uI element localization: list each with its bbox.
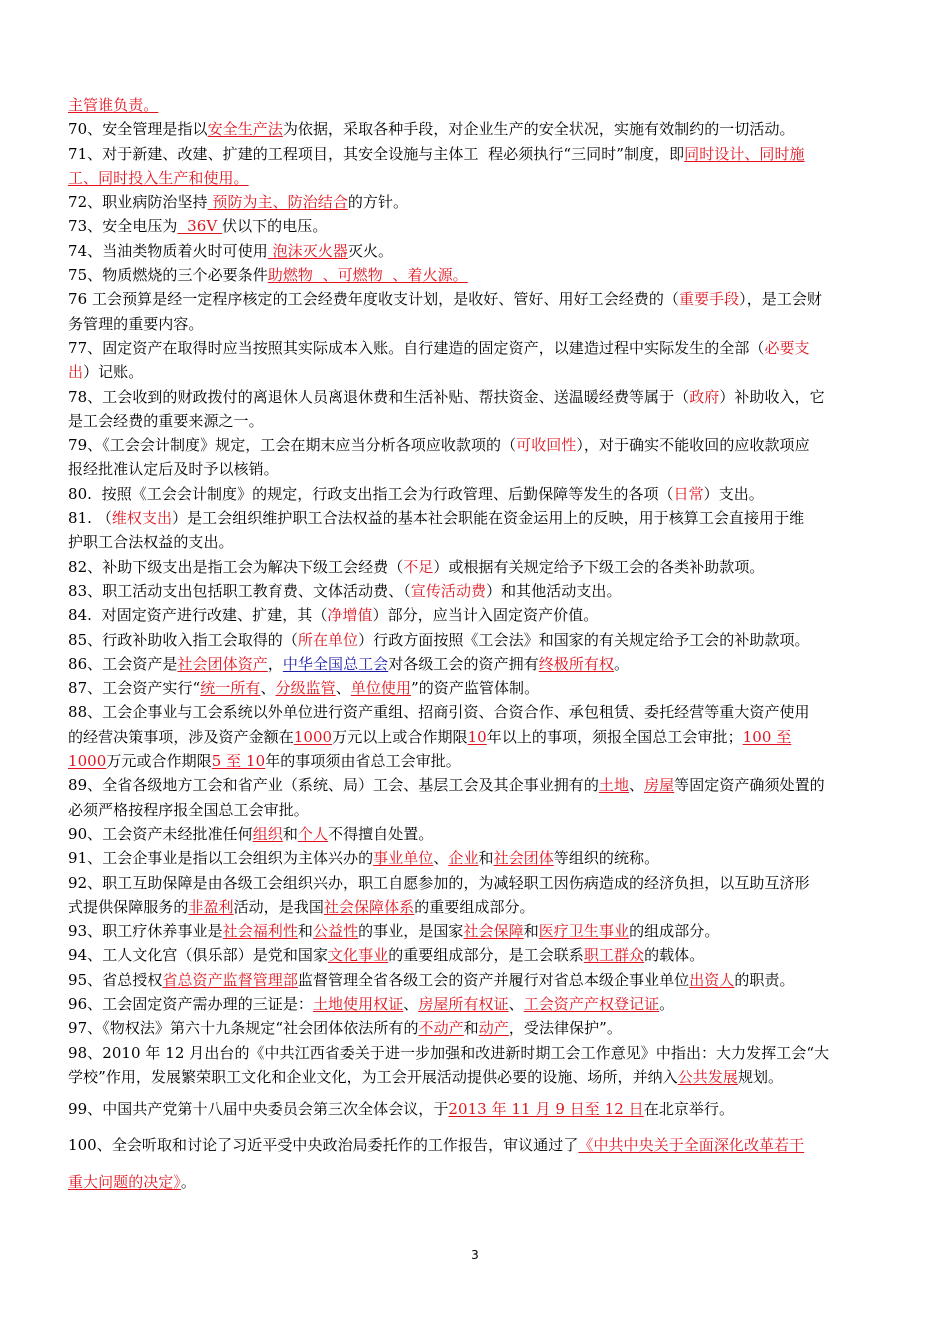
answer-text: 个人: [297, 824, 329, 843]
answer-text: 2013 年 11 月 9 日至 12 日: [448, 1100, 644, 1119]
body-text: 82、补助下级支出是指工会为解决下级工会经费（: [68, 557, 404, 576]
body-text: 灭火。: [347, 241, 394, 260]
body-text: 84. 对固定资产进行改建、扩建，其（: [68, 606, 328, 625]
body-text: 的经营决策事项，涉及资产金额在: [68, 727, 294, 746]
body-text: 对各级工会的资产拥有: [388, 654, 539, 673]
text-line: [68, 117, 880, 141]
answer-text: 出: [68, 363, 84, 382]
body-text: 和: [297, 922, 313, 941]
body-text: 76 工会预算是经一定程序核定的工会经费年度收支计划，是收好、管好、用好工会经费的（: [68, 290, 679, 309]
body-text: 。: [180, 1173, 196, 1192]
body-text: 和: [523, 922, 539, 941]
body-text: 81. （: [68, 509, 112, 528]
body-text: 79、《工会会计制度》规定，工会在期末应当分析各项应收款项的（: [68, 436, 517, 455]
answer-text: 房屋所有权证: [418, 994, 509, 1013]
body-text: 74、当油类物质着火时可使用: [68, 241, 268, 260]
text-line: [68, 457, 880, 481]
text-line: [68, 992, 880, 1016]
body-text: 伏以下的电压。: [222, 217, 328, 236]
body-text: 在北京举行。: [643, 1100, 735, 1119]
text-line: [68, 579, 880, 603]
text-line: [68, 822, 880, 846]
body-text: 报经批准认定后及时予以核销。: [68, 460, 279, 479]
answer-text: 社会保障体系: [323, 897, 415, 916]
page-number: 3: [471, 1248, 479, 1262]
text-line: [68, 93, 880, 117]
answer-text: 安全生产法: [207, 120, 283, 139]
body-text: 95、省总授权: [68, 970, 163, 989]
body-text: ）支出。: [703, 484, 764, 503]
body-text: 为依据，采取各种手段，对企业生产的安全状况，实施有效制约的一切活动。: [282, 120, 795, 139]
text-line: [68, 166, 880, 190]
answer-text: 工、同时投入生产和使用。: [68, 168, 249, 187]
text-line: [68, 555, 880, 579]
text-line: [68, 798, 880, 822]
body-text: 和: [463, 1019, 479, 1038]
body-text: 、: [433, 849, 449, 868]
text-line: [68, 1065, 880, 1089]
body-text: ，: [267, 654, 283, 673]
answer-text: 维权支出: [111, 509, 173, 528]
text-line: [68, 142, 880, 166]
answer-text: 单位使用: [350, 679, 411, 698]
body-text: 98、2010 年 12 月出台的《中共江西省委关于进一步加强和改进新时期工会工作意见》中指出：大力发挥工会“大: [68, 1043, 830, 1062]
answer-text: 工会资产产权登记证: [523, 994, 660, 1013]
body-text: 75、物质燃烧的三个必要条件: [68, 266, 268, 285]
body-text: 万元以上或合作期限: [332, 727, 468, 746]
answer-text: 组织: [252, 824, 283, 843]
answer-text: 省总资产监督管理部: [162, 970, 298, 989]
text-line: [68, 530, 880, 554]
text-line: [68, 968, 880, 992]
answer-text: 重大问题的决定》: [68, 1173, 181, 1192]
body-text: 、: [260, 679, 276, 698]
body-text: 年的事项须由省总工会审批。: [265, 752, 461, 771]
body-text: 式提供保障服务的: [68, 897, 189, 916]
body-text: 73、安全电压为: [68, 217, 178, 236]
body-text: 85、行政补助收入指工会取得的（: [68, 630, 298, 649]
answer-text: 分级监管: [275, 679, 336, 698]
text-line: [68, 749, 880, 773]
answer-text: 公益性: [312, 922, 359, 941]
body-text: ）行政方面按照《工会法》和国家的有关规定给予工会的补助款项。: [358, 630, 810, 649]
body-text: ）和其他活动支出。: [486, 581, 622, 600]
answer-text: 终极所有权: [538, 654, 615, 673]
body-text: 70、安全管理是指以: [68, 120, 208, 139]
body-text: 89、全省各级地方工会和省产业（系统、局）工会、基层工会及其企事业拥有的: [68, 776, 599, 795]
answer-text: 事业单位: [373, 849, 434, 868]
body-text: ）或根据有关规定给予下级工会的各类补助款项。: [433, 557, 765, 576]
text-line: [68, 263, 880, 287]
body-text: ”的资产监管体制。: [411, 679, 540, 698]
document-body: [68, 93, 880, 1201]
text-line: [68, 676, 880, 700]
answer-text: 土地: [598, 776, 629, 795]
answer-text: 中华全国总工会: [282, 654, 389, 673]
body-text: 92、职工互助保障是由各级工会组织兴办，职工自愿参加的，为减轻职工因伤病造成的经济负担，以互助互济形: [68, 873, 810, 892]
text-line: [68, 287, 880, 311]
answer-text: 土地使用权证: [312, 994, 404, 1013]
answer-text: 公共发展: [677, 1067, 738, 1086]
answer-text: 必要支: [764, 338, 810, 357]
body-text: ），是工会财: [739, 290, 822, 309]
answer-text: 动产: [478, 1019, 509, 1038]
body-text: 和: [478, 849, 494, 868]
text-line: [68, 1016, 880, 1040]
answer-text: 社会团体资产: [177, 654, 268, 673]
text-line: [68, 895, 880, 919]
text-line: [68, 312, 880, 336]
answer-text: 不足: [403, 557, 434, 576]
text-line: [68, 700, 880, 724]
text-line: [68, 919, 880, 943]
answer-text: 社会福利性: [222, 922, 298, 941]
body-text: 年以上的事项，须报全国总工会审批；: [486, 727, 743, 746]
answer-text: 统一所有: [200, 679, 261, 698]
text-line: [68, 214, 880, 238]
body-text: ）是工会组织维护职工合法权益的基本社会职能在资金运用上的反映，用于核算工会直接用于维: [172, 509, 805, 528]
body-text: 。: [659, 994, 675, 1013]
body-text: 93、职工疗休养事业是: [68, 922, 223, 941]
body-text: 护职工合法权益的支出。: [68, 533, 234, 552]
body-text: 72、职业病防治坚持: [68, 193, 208, 212]
body-text: 94、工人文化宫（俱乐部）是党和国家: [68, 946, 328, 965]
body-text: 的事业，是国家: [358, 922, 464, 941]
text-line: [68, 1127, 880, 1164]
text-line: [68, 433, 880, 457]
body-text: 78、工会收到的财政拨付的离退休人员离退休费和生活补贴、帮扶资金、送温暖经费等属于（: [68, 387, 690, 406]
text-line: [68, 360, 880, 384]
body-text: 学校”作用，发展繁荣职工文化和企业文化，为工会开展活动提供必要的设施、场所，并纳入: [68, 1067, 678, 1086]
answer-text: 宣传活动费: [410, 581, 487, 600]
text-line: [68, 628, 880, 652]
body-text: 、: [335, 679, 351, 698]
body-text: 99、中国共产党第十八届中央委员会第三次全体会议，于: [68, 1100, 449, 1119]
text-line: [68, 773, 880, 797]
text-line: [68, 943, 880, 967]
text-line: [68, 871, 880, 895]
answer-text: 所在单位: [297, 630, 359, 649]
answer-text: 医疗卫生事业: [538, 922, 630, 941]
body-text: ），对于确实不能收回的应收款项应: [576, 436, 810, 455]
answer-text: 1000: [68, 752, 107, 771]
text-line: [68, 190, 880, 214]
body-text: 的组成部分。: [629, 922, 720, 941]
answer-text: 净增值: [327, 606, 373, 625]
answer-text: 重要手段: [678, 290, 740, 309]
body-text: 万元或合作期限: [106, 752, 212, 771]
body-text: 。: [614, 654, 630, 673]
body-text: 不得擅自处置。: [328, 824, 434, 843]
body-text: 的重要组成部分。: [414, 897, 535, 916]
answer-text: 企业: [448, 849, 479, 868]
body-text: 必须严格按程序报全国总工会审批。: [68, 800, 309, 819]
body-text: 监督管理全省各级工会的资产并履行对省总本级企事业单位: [297, 970, 690, 989]
body-text: 90、工会资产未经批准任何: [68, 824, 253, 843]
text-line: [68, 1097, 880, 1121]
answer-text: 文化事业: [328, 946, 389, 965]
answer-text: 36V: [177, 217, 223, 236]
body-text: 等固定资产确须处置的: [674, 776, 825, 795]
body-text: 、: [629, 776, 645, 795]
body-text: 是工会经费的重要来源之一。: [68, 411, 264, 430]
body-text: 和: [282, 824, 298, 843]
answer-text: 日常: [673, 484, 704, 503]
answer-text: 出资人: [689, 970, 735, 989]
answer-text: 房屋: [644, 776, 675, 795]
answer-text: 非盈利: [188, 897, 234, 916]
body-text: 77、固定资产在取得时应当按照其实际成本入账。自行建造的固定资产，以建造过程中实际发生的全部（: [68, 338, 765, 357]
body-text: 87、工会资产实行“: [68, 679, 201, 698]
answer-text: 职工群众: [583, 946, 645, 965]
answer-text: 可收回性: [516, 436, 577, 455]
body-text: 等组织的统称。: [553, 849, 660, 868]
answer-text: 100 至: [742, 727, 792, 746]
body-text: 83、职工活动支出包括职工教育费、文体活动费、（: [68, 581, 411, 600]
body-text: 的职责。: [734, 970, 795, 989]
body-text: 的重要组成部分，是工会联系: [388, 946, 584, 965]
answer-text: 5 至 10: [211, 752, 266, 771]
answer-text: 政府: [689, 387, 720, 406]
body-text: 规划。: [737, 1067, 784, 1086]
body-text: ）部分，应当计入固定资产价值。: [372, 606, 599, 625]
body-text: 86、工会资产是: [68, 654, 178, 673]
text-line: [68, 725, 880, 749]
answer-text: 10: [467, 727, 487, 746]
text-line: [68, 846, 880, 870]
answer-text: 泡沫灭火器: [267, 241, 348, 260]
text-line: [68, 385, 880, 409]
body-text: ）补助收入，它: [719, 387, 825, 406]
answer-text: 主管谁负责。: [68, 96, 159, 114]
body-text: 96、工会固定资产需办理的三证是：: [68, 994, 313, 1013]
body-text: 、: [403, 994, 419, 1013]
body-text: 活动，是我国: [233, 897, 324, 916]
body-text: 、: [508, 994, 524, 1013]
body-text: 71、对于新建、改建、扩建的工程项目，其安全设施与主体工 程必须执行“三同时”制度，即: [68, 144, 685, 163]
text-line: [68, 506, 880, 530]
answer-text: 《中共中央关于全面深化改革若干: [578, 1136, 805, 1155]
text-line: [68, 603, 880, 627]
answer-text: 社会保障: [463, 922, 524, 941]
answer-text: 社会团体: [493, 849, 554, 868]
body-text: 的方针。: [347, 193, 409, 212]
body-text: ，受法律保护”。: [508, 1019, 622, 1038]
answer-text: 助燃物 、可燃物 、着火源。: [267, 266, 468, 285]
body-text: 100、全会听取和讨论了习近平受中央政治局委托作的工作报告，审议通过了: [68, 1136, 579, 1155]
text-line: [68, 652, 880, 676]
body-text: 80. 按照《工会会计制度》的规定，行政支出指工会为行政管理、后勤保障等发生的各项（: [68, 484, 674, 503]
body-text: 91、工会企事业是指以工会组织为主体兴办的: [68, 849, 374, 868]
text-line: [68, 482, 880, 506]
text-line: [68, 239, 880, 263]
answer-text: 1000: [293, 727, 333, 746]
body-text: ）记账。: [83, 363, 144, 382]
text-line: [68, 409, 880, 433]
text-line: [68, 1164, 880, 1201]
answer-text: 预防为主、防治结合: [207, 193, 348, 212]
answer-text: 不动产: [418, 1019, 464, 1038]
text-line: [68, 1041, 880, 1065]
body-text: 务管理的重要内容。: [68, 314, 204, 333]
body-text: 97、《物权法》第六十九条规定“社会团体依法所有的: [68, 1019, 419, 1038]
body-text: 的载体。: [644, 946, 705, 965]
body-text: 88、工会企事业与工会系统以外单位进行资产重组、招商引资、合资合作、承包租赁、委托经营等重大资产使用: [68, 703, 810, 722]
answer-text: 同时设计、同时施: [684, 144, 805, 163]
text-line: [68, 336, 880, 360]
